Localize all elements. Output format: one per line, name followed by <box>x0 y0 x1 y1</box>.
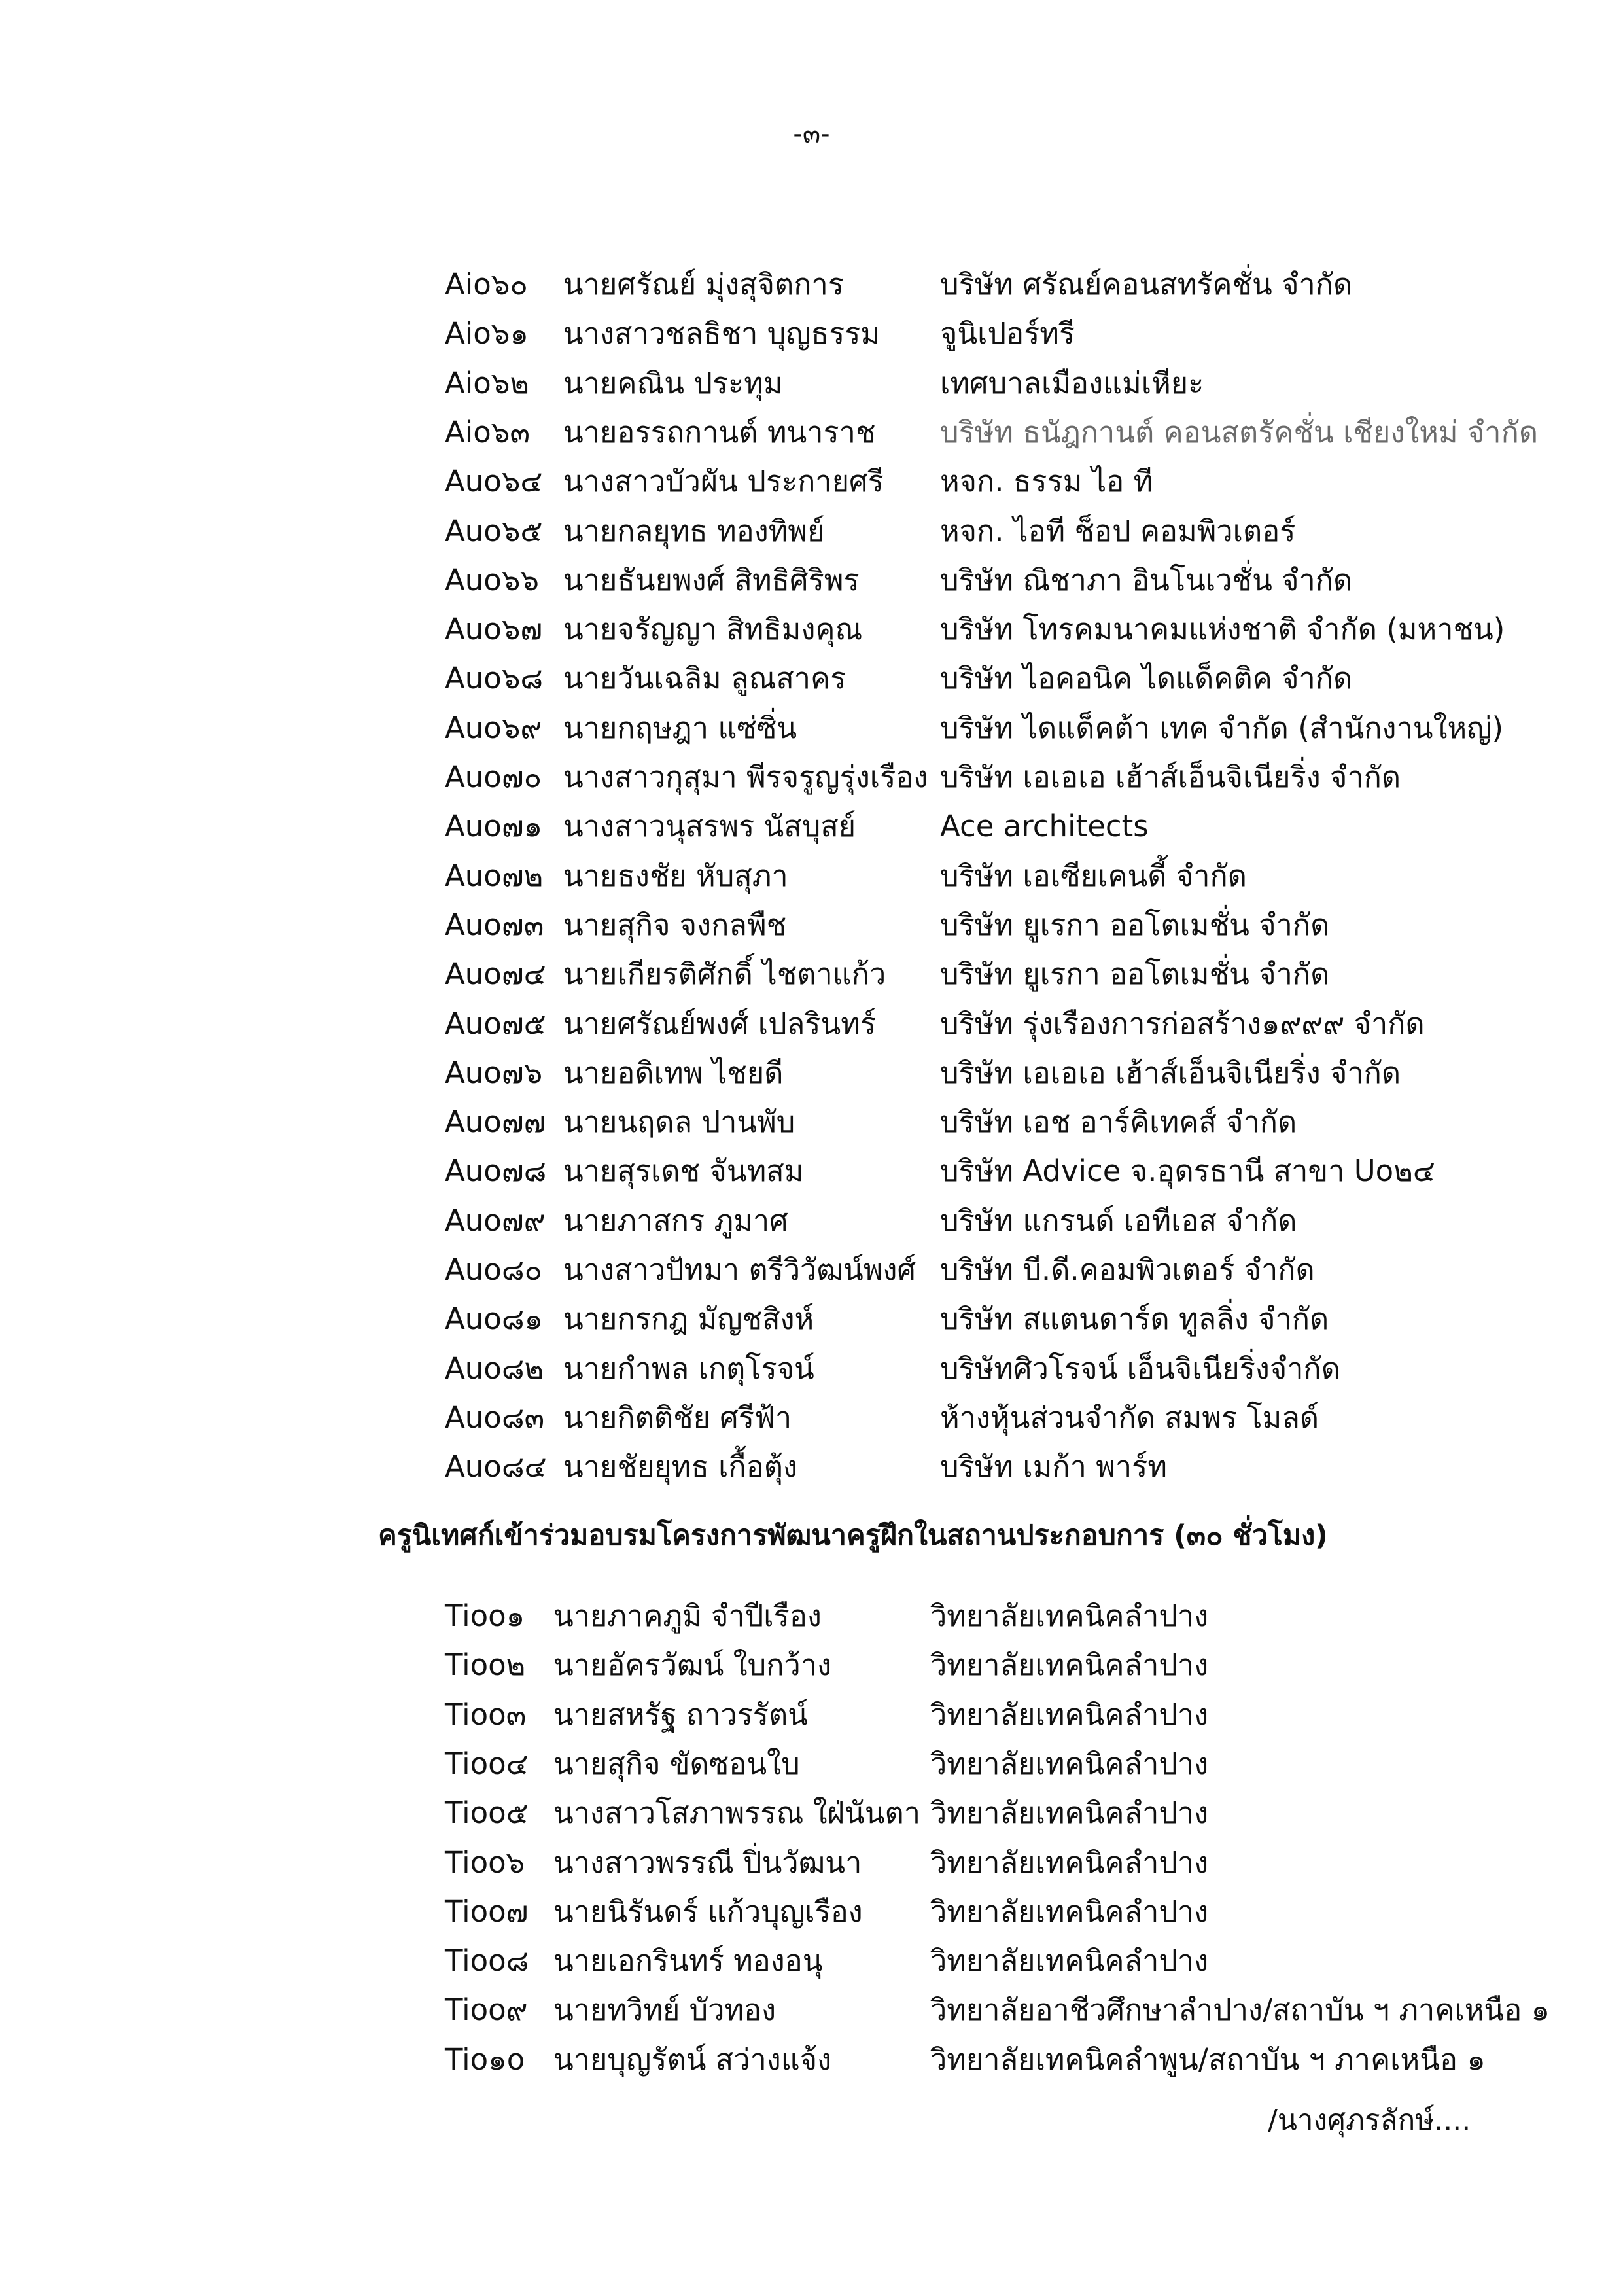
entry-code: Tiоо๘ <box>445 1943 529 1979</box>
entry-name: นางสาวนุสรพร นัสบุสย์ <box>563 809 856 844</box>
entry-code: Tiо๑о <box>445 2041 525 2077</box>
entry-org: บริษัทศิวโรจน์ เอ็นจิเนียริ่งจำกัด <box>940 1351 1340 1386</box>
list-item <box>445 1101 1558 1144</box>
entry-name: นายสุรเดช จันทสม <box>563 1154 804 1189</box>
entry-org: เทศบาลเมืองแม่เหียะ <box>940 365 1204 400</box>
entry-name: นางสาวโสภาพรรณ ใฝ่นันตา <box>553 1795 920 1831</box>
list-item <box>445 1939 1558 1983</box>
entry-org: บริษัท รุ่งเรืองการก่อสร้าง๑๙๙๙ จำกัด <box>940 1006 1425 1041</box>
entry-code: Aiо๖๑ <box>445 316 529 351</box>
entry-name: นายเอกรินทร์ ทองอนุ <box>553 1943 823 1979</box>
list-item <box>445 362 1558 405</box>
entry-name: นายกฤษฎา แซ่ซิ่น <box>563 710 797 745</box>
entry-code: Tiоо๖ <box>445 1845 525 1880</box>
list-item <box>445 1150 1558 1193</box>
list-item <box>445 855 1558 898</box>
entry-code: Auо๗๘ <box>445 1154 547 1189</box>
list-item <box>445 707 1558 750</box>
entry-org: ห้างหุ้นส่วนจำกัด สมพร โมลด์ <box>940 1400 1319 1435</box>
entry-org: บริษัท ไดแด็คต้า เทค จำกัด (สำนักงานใหญ่) <box>940 710 1504 745</box>
entry-org: วิทยาลัยเทคนิคลำปาง <box>930 1795 1209 1831</box>
entry-org: บริษัท ธนัฎกานต์ คอนสตรัคชั่น เชียงใหม่ จำกัด <box>940 414 1539 450</box>
entry-name: นายกลยุทธ ทองทิพย์ <box>563 513 825 548</box>
entry-org: บริษัท ยูเรกา ออโตเมชั่น จำกัด <box>940 907 1330 942</box>
entry-code: Auо๖๕ <box>445 513 543 548</box>
entry-org: บริษัท ไอคอนิค ไดแด็คติค จำกัด <box>940 661 1353 696</box>
entry-name: นายเกียรติศักดิ์ ไชตาแก้ว <box>563 957 886 992</box>
list-item <box>445 657 1558 700</box>
entry-org: วิทยาลัยเทคนิคลำปาง <box>930 1845 1209 1880</box>
entry-name: นายกำพล เกตุโรจน์ <box>563 1351 814 1386</box>
entry-name: นายชัยยุทธ เกื้อตุ้ง <box>563 1449 797 1485</box>
entry-org: บริษัท สแตนดาร์ด ทูลลิ่ง จำกัด <box>940 1301 1329 1337</box>
entry-code: Auо๘๐ <box>445 1252 543 1287</box>
entry-org: วิทยาลัยเทคนิคลำปาง <box>930 1943 1209 1979</box>
list-item <box>445 805 1558 848</box>
entry-code: Tiоо๗ <box>445 1894 529 1929</box>
entry-name: นายทวิทย์ บัวทอง <box>553 1992 777 2028</box>
entry-org: Ace architects <box>940 809 1149 844</box>
entry-code: Auо๗๔ <box>445 957 546 992</box>
list-item <box>445 1988 1558 2032</box>
entry-code: Auо๗๓ <box>445 907 544 942</box>
list-item <box>445 1298 1558 1341</box>
entry-org: วิทยาลัยเทคนิคลำปาง <box>930 1598 1209 1633</box>
entry-org: บริษัท ยูเรกา ออโตเมชั่น จำกัด <box>940 957 1330 992</box>
entry-code: Auо๗๗ <box>445 1104 546 1140</box>
list-item <box>445 608 1558 651</box>
list-item <box>445 756 1558 799</box>
entry-code: Aiо๖๓ <box>445 414 531 450</box>
entry-org: บริษัท ณิชาภา อินโนเวชั่น จำกัด <box>940 562 1353 597</box>
entry-org: บริษัท เอเอเอ เฮ้าส์เอ็นจิเนียริ่ง จำกัด <box>940 760 1401 794</box>
entry-org: วิทยาลัยเทคนิคลำปาง <box>930 1697 1209 1732</box>
entry-name: นายสุกิจ จงกลพืช <box>563 907 787 942</box>
entry-org: บริษัท โทรคมนาคมแห่งชาติ จำกัด (มหาชน) <box>940 612 1505 647</box>
entry-name: นายภาคภูมิ จำปีเรือง <box>553 1598 822 1633</box>
entry-name: นายนิรันดร์ แก้วบุญเรือง <box>553 1894 863 1929</box>
list-item <box>445 263 1558 306</box>
entry-name: นายอดิเทพ ไชยดี <box>563 1055 784 1090</box>
entry-code: Auо๗๒ <box>445 858 544 893</box>
list-item <box>445 1002 1558 1046</box>
list-item <box>445 1595 1558 1638</box>
list-item <box>445 411 1558 454</box>
entry-org: วิทยาลัยเทคนิคลำปาง <box>930 1746 1209 1781</box>
entry-code: Tiоо๒ <box>445 1648 526 1683</box>
entry-name: นางสาวปัทมา ตรีวิวัฒน์พงศ์ <box>563 1252 916 1287</box>
entry-code: Tiоо๓ <box>445 1697 527 1732</box>
entry-org: บริษัท เมก้า พาร์ท <box>940 1449 1167 1485</box>
entry-name: นายนฤดล ปานพับ <box>563 1104 795 1140</box>
entry-org: บริษัท ศรัณย์คอนสทรัคชั่น จำกัด <box>940 267 1353 302</box>
list-item <box>445 1792 1558 1835</box>
page-number: -๓- <box>793 119 830 149</box>
list-item <box>445 1890 1558 1934</box>
entry-org: วิทยาลัยเทคนิคลำปาง <box>930 1648 1209 1683</box>
list-item <box>445 1199 1558 1243</box>
list-item <box>445 460 1558 503</box>
entry-code: Auо๖๔ <box>445 464 543 499</box>
entry-code: Tiоо๑ <box>445 1598 525 1633</box>
entry-code: Auо๗๙ <box>445 1203 546 1238</box>
entry-code: Auо๗๐ <box>445 760 542 794</box>
list-item <box>445 1051 1558 1095</box>
list-item <box>445 1396 1558 1439</box>
continuation-text: /นางศุภรลักษ์.... <box>1268 2104 1471 2137</box>
entry-code: Auо๘๔ <box>445 1449 547 1485</box>
entry-org: หจก. ธรรม ไอ ที <box>940 464 1153 499</box>
entry-code: Auо๖๖ <box>445 562 539 597</box>
entry-org: บริษัท เอเอเอ เฮ้าส์เอ็นจิเนียริ่ง จำกัด <box>940 1055 1401 1090</box>
entry-code: Tiоо๕ <box>445 1795 529 1831</box>
entry-name: นางสาวบัวผัน ประกายศรี <box>563 464 884 499</box>
entry-org: วิทยาลัยเทคนิคลำปาง <box>930 1894 1209 1929</box>
entry-code: Auо๖๘ <box>445 661 544 696</box>
entry-name: นางสาวกุสุมา พีรจรูญรุ่งเรือง <box>563 760 928 794</box>
list-item <box>445 1841 1558 1884</box>
entry-code: Tiоо๔ <box>445 1746 529 1781</box>
entry-org: วิทยาลัยอาชีวศึกษาลำปาง/สถาบัน ฯ ภาคเหนือ ๑ <box>930 1992 1550 2028</box>
list-item <box>445 312 1558 355</box>
list-item <box>445 1248 1558 1292</box>
entry-org: จูนิเปอร์ทรี <box>940 316 1075 351</box>
list-item <box>445 559 1558 602</box>
list-item <box>445 510 1558 553</box>
entry-name: นายบุญรัตน์ สว่างแจ้ง <box>553 2041 832 2077</box>
entry-code: Auо๗๕ <box>445 1006 546 1041</box>
entry-name: นายคณิน ประทุม <box>563 365 783 400</box>
entry-name: นายศรัณย์พงศ์ เปลรินทร์ <box>563 1006 877 1041</box>
entry-org: บริษัท Advice จ.อุดรธานี สาขา Uо๒๔ <box>940 1154 1435 1189</box>
entry-org: วิทยาลัยเทคนิคลำพูน/สถาบัน ฯ ภาคเหนือ ๑ <box>930 2041 1486 2077</box>
entry-name: นายศรัณย์ มุ่งสุจิตการ <box>563 267 844 302</box>
entry-name: นายธงชัย หับสุภา <box>563 858 788 893</box>
entry-name: นางสาวชลธิชา บุญธรรม <box>563 316 881 351</box>
entry-name: นายสุกิจ ขัดซอนใบ <box>553 1746 800 1781</box>
entry-org: บริษัท เอเซียเคนดี้ จำกัด <box>940 858 1247 893</box>
entry-name: นายอรรถกานต์ ทนาราช <box>563 414 876 450</box>
entry-name: นายอัครวัฒน์ ใบกว้าง <box>553 1648 831 1683</box>
section-title: ครูนิเทศก์เข้าร่วมอบรมโครงการพัฒนาครูฝึกในสถานประกอบการ (๓๐ ชั่วโมง) <box>378 1519 1328 1552</box>
list-item <box>445 2038 1558 2081</box>
entry-code: Auо๖๙ <box>445 710 542 745</box>
entry-org: บริษัท แกรนด์ เอทีเอส จำกัด <box>940 1203 1297 1238</box>
entry-name: นายภาสกร ภูมาศ <box>563 1203 788 1238</box>
entry-name: นายวันเฉลิม ลูณสาคร <box>563 661 846 696</box>
list-item <box>445 1742 1558 1786</box>
entry-code: Auо๘๒ <box>445 1351 544 1386</box>
list-item <box>445 1445 1558 1489</box>
entry-code: Auо๖๗ <box>445 612 543 647</box>
entry-org: บริษัท เอช อาร์คิเทคส์ จำกัด <box>940 1104 1297 1140</box>
entry-code: Auо๘๓ <box>445 1400 545 1435</box>
entry-org: บริษัท บี.ดี.คอมพิวเตอร์ จำกัด <box>940 1252 1315 1287</box>
list-item <box>445 953 1558 996</box>
entry-name: นายกิตติชัย ศรีฟ้า <box>563 1400 792 1435</box>
entry-org: หจก. ไอที ช็อป คอมพิวเตอร์ <box>940 513 1296 548</box>
entry-code: Auо๗๑ <box>445 809 543 844</box>
entry-name: นายธันยพงศ์ สิทธิศิริพร <box>563 562 860 597</box>
entry-code: Aiо๖๒ <box>445 365 530 400</box>
entry-name: นายกรกฎ มัญชสิงห์ <box>563 1301 814 1337</box>
entry-code: Aiо๖๐ <box>445 267 528 302</box>
entry-name: นางสาวพรรณี ปิ่นวัฒนา <box>553 1845 862 1880</box>
list-item <box>445 1644 1558 1687</box>
list-item <box>445 1693 1558 1737</box>
entry-code: Auо๗๖ <box>445 1055 543 1090</box>
entry-name: นายสหรัฐ ถาวรรัตน์ <box>553 1697 808 1732</box>
list-item <box>445 904 1558 947</box>
entry-code: Tiоо๙ <box>445 1992 528 2028</box>
entry-name: นายจรัญญา สิทธิมงคุณ <box>563 612 863 647</box>
entry-code: Auо๘๑ <box>445 1301 544 1337</box>
list-item <box>445 1347 1558 1390</box>
